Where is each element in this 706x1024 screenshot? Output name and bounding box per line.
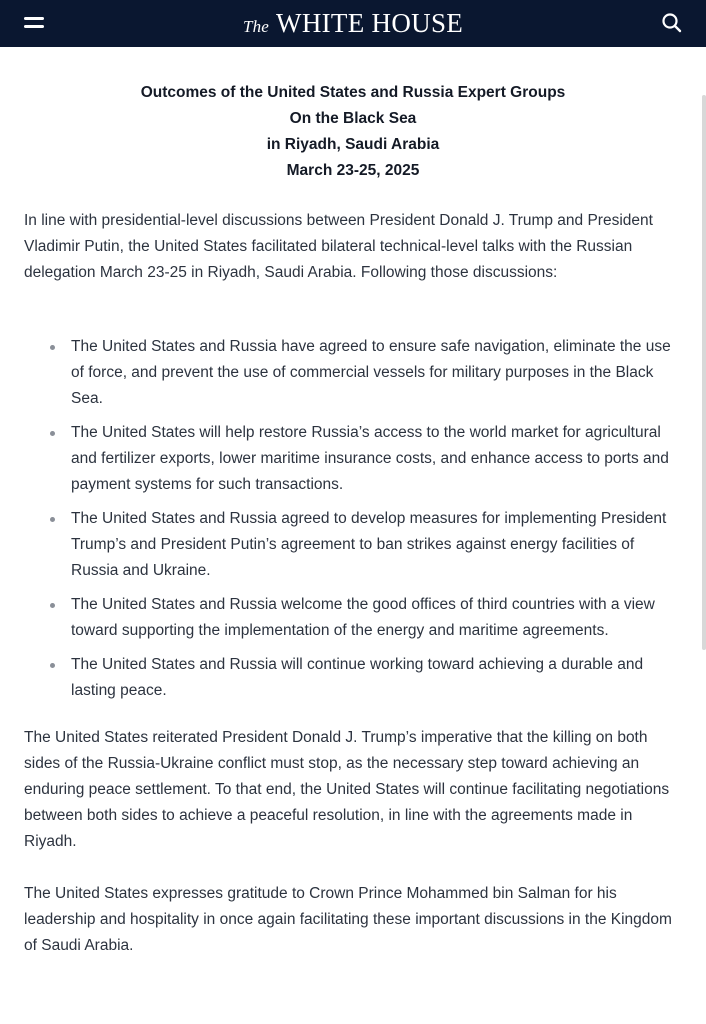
outcomes-list bbox=[24, 334, 682, 704]
search-icon[interactable] bbox=[660, 11, 684, 35]
brand-name: WHITE HOUSE bbox=[276, 8, 464, 38]
brand-the: The bbox=[242, 17, 270, 36]
title-line-3: in Riyadh, Saudi Arabia bbox=[266, 136, 440, 153]
article-title bbox=[24, 80, 682, 184]
title-date: March 23-25, 2025 bbox=[286, 162, 420, 179]
site-logo[interactable] bbox=[243, 8, 463, 39]
article-content bbox=[24, 80, 682, 959]
list-item: The United States and Russia welcome the good offices of third countries with a view toward supporting the implementation of the energy and maritime agreements. bbox=[24, 592, 682, 644]
title-line-1: Outcomes of the United States and Russia Expert Groups bbox=[140, 84, 566, 101]
list-item: The United States and Russia will continue working toward achieving a durable and lasting peace. bbox=[24, 652, 682, 704]
scrollbar[interactable] bbox=[702, 95, 706, 650]
closing-paragraph: The United States expresses gratitude to Crown Prince Mohammed bin Salman for his leadership and hospitality in once again facilitating these important discussions in the Kingdom of Saudi Arabia. bbox=[24, 885, 672, 954]
list-item: The United States and Russia have agreed to ensure safe navigation, eliminate the use of force, and prevent the use of commercial vessels for military purposes in the Black Sea. bbox=[24, 334, 682, 412]
body-paragraph: The United States reiterated President Donald J. Trump’s imperative that the killing on both sides of the Russia-Ukraine conflict must stop, as the necessary step toward achieving an enduring peace settlement. To that end, the United States will continue facilitating negotiations between both sides to achieve a peaceful resolution, in line with the agreements made in Riyadh. bbox=[24, 729, 670, 850]
title-line-2: On the Black Sea bbox=[289, 110, 417, 127]
list-item: The United States and Russia agreed to develop measures for implementing President Trump’s and President Putin’s agreement to ban strikes against energy facilities of Russia and Ukraine. bbox=[24, 506, 682, 584]
list-item: The United States will help restore Russia’s access to the world market for agricultural and fertilizer exports, lower maritime insurance costs, and enhance access to ports and payment systems for such transactions. bbox=[24, 420, 682, 498]
site-header bbox=[0, 0, 706, 47]
intro-paragraph: In line with presidential-level discussions between President Donald J. Trump and President Vladimir Putin, the United States facilitated bilateral technical-level talks with the Russian delegation March 23-25 in Riyadh, Saudi Arabia. Following those discussions: bbox=[24, 212, 653, 281]
menu-icon[interactable] bbox=[24, 17, 44, 31]
